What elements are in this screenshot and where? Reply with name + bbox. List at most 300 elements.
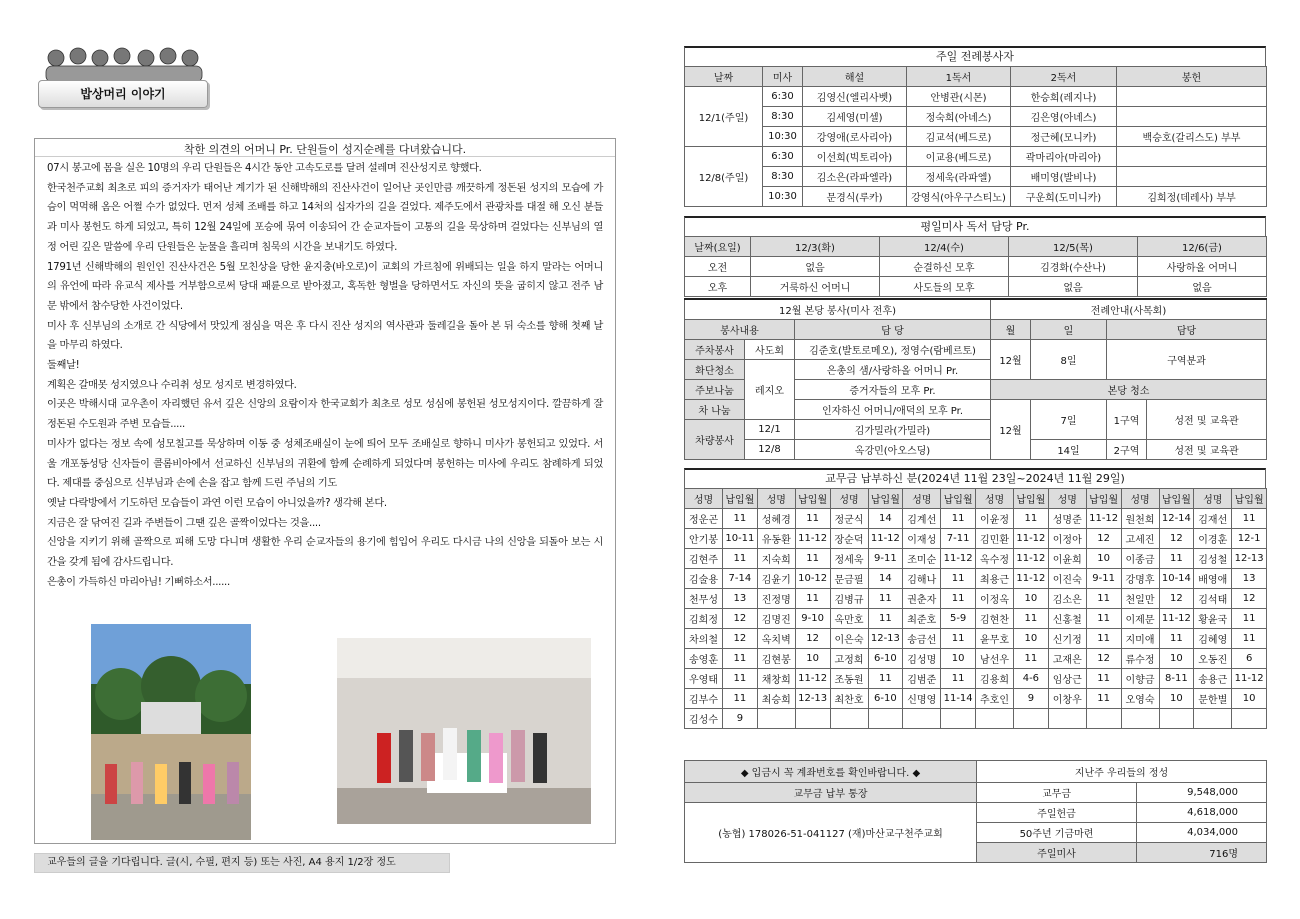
- col-header: 담 당: [795, 319, 991, 339]
- paid-month: 6-10: [868, 649, 903, 669]
- donor-name: 이창우: [1048, 689, 1086, 709]
- donor-name: 김재선: [1194, 509, 1232, 529]
- donor-name: 김성철: [1194, 549, 1232, 569]
- col-header: 성명: [685, 489, 723, 509]
- col-header: 납입월: [1159, 489, 1194, 509]
- paid-month: 12: [723, 609, 758, 629]
- dues-title: 교무금 납부하신 분(2024년 11월 23일~2024년 11월 29일): [684, 468, 1266, 488]
- col-header: 납입월: [1232, 489, 1267, 509]
- cell: 안병관(시몬): [907, 87, 1011, 107]
- donor-name: 최승희: [757, 689, 795, 709]
- donor-name: [757, 709, 795, 729]
- donor-name: 옥만호: [830, 609, 868, 629]
- donor-name: 최준호: [903, 609, 941, 629]
- paid-month: [1086, 709, 1121, 729]
- offering-value: 4,618,000: [1137, 803, 1267, 823]
- col-header: 2독서: [1011, 67, 1117, 87]
- story-paragraph: 지금은 잘 닦여진 길과 주변들이 그땐 깊은 골짝이었다는 것을....: [47, 517, 321, 529]
- table-row: [685, 187, 1267, 207]
- cell: [1117, 167, 1267, 187]
- paid-month: 14: [868, 509, 903, 529]
- account-offering-section: [684, 760, 1266, 863]
- donor-name: 이향금: [1121, 669, 1159, 689]
- cell: 2구역: [1107, 439, 1147, 459]
- service-guide-section: [684, 298, 1266, 460]
- paid-month: 11: [1014, 509, 1049, 529]
- col-header: 12/4(수): [880, 237, 1009, 257]
- cell: 곽마리아(마리아): [1011, 147, 1117, 167]
- paid-month: 10: [1232, 689, 1267, 709]
- offering-title: 지난주 우리들의 정성: [977, 761, 1267, 783]
- offering-label: 주일헌금: [977, 803, 1137, 823]
- paid-month: 10: [1014, 589, 1049, 609]
- liturgy-servers-section: [684, 46, 1266, 207]
- donor-name: 김현주: [685, 549, 723, 569]
- donor-name: 이정아: [1048, 529, 1086, 549]
- donor-name: 배영애: [1194, 569, 1232, 589]
- table-row: [685, 549, 1267, 569]
- donor-name: 장순덕: [830, 529, 868, 549]
- paid-month: 11: [795, 589, 830, 609]
- cell: 김소은(라파엘라): [803, 167, 907, 187]
- cell: 1구역: [1107, 399, 1147, 439]
- donor-name: 김용희: [976, 669, 1014, 689]
- donor-name: 김성명: [903, 649, 941, 669]
- cell: [1117, 107, 1267, 127]
- paid-month: 9-11: [868, 549, 903, 569]
- paid-month: 12: [1086, 649, 1121, 669]
- paid-month: 11: [1159, 549, 1194, 569]
- cell: 은총의 샘/사랑하올 어머니 Pr.: [795, 359, 991, 379]
- story-paragraph: 은총이 가득하신 마리아님! 기뻐하소서......: [47, 576, 230, 588]
- cell: 거룩하신 어머니: [751, 277, 880, 297]
- cell: 14일: [1031, 439, 1107, 459]
- donor-name: 권춘자: [903, 589, 941, 609]
- donor-name: 정세욱: [830, 549, 868, 569]
- donor-name: 송금선: [903, 629, 941, 649]
- paid-month: 12-13: [1232, 549, 1267, 569]
- col-header: 월: [991, 319, 1031, 339]
- liturgy-title: 주일 전례봉사자: [684, 46, 1266, 66]
- story-paragraph: 계획은 갈매못 성지였으나 수리취 성모 성지로 변경하였다.: [47, 379, 297, 391]
- donor-name: 이진숙: [1048, 569, 1086, 589]
- paid-month: 11: [723, 509, 758, 529]
- outdoor-group-photo: [91, 624, 251, 840]
- table-row: [685, 629, 1267, 649]
- paid-month: 11: [723, 689, 758, 709]
- footer-note: 교우들의 글을 기다립니다. 글(시, 수필, 편지 등) 또는 사진, A4 용지 1/2장 정도: [34, 853, 450, 873]
- paid-month: 11: [941, 589, 976, 609]
- donor-name: 조미순: [903, 549, 941, 569]
- col-header: 성명: [1194, 489, 1232, 509]
- cell: 김희정(데레사) 부부: [1117, 187, 1267, 207]
- col-header: 성명: [1048, 489, 1086, 509]
- cell: 배미영(발비나): [1011, 167, 1117, 187]
- table-row: [685, 689, 1267, 709]
- cell: 오전: [685, 257, 751, 277]
- donor-name: 조동원: [830, 669, 868, 689]
- cell: 정세욱(라파엘): [907, 167, 1011, 187]
- paid-month: 12: [1086, 529, 1121, 549]
- donor-name: 최용근: [976, 569, 1014, 589]
- donor-name: 옥치벽: [757, 629, 795, 649]
- offering-label: 50주년 기금마련: [977, 823, 1137, 843]
- offering-label: 주일미사: [977, 843, 1137, 863]
- paid-month: 10: [1014, 629, 1049, 649]
- paid-month: 11: [1086, 689, 1121, 709]
- paid-month: 11-14: [941, 689, 976, 709]
- donor-name: 김병규: [830, 589, 868, 609]
- cell: 오후: [685, 277, 751, 297]
- donor-name: 이종금: [1121, 549, 1159, 569]
- col-header: 12/3(화): [751, 237, 880, 257]
- col-header: 1독서: [907, 67, 1011, 87]
- story-paragraph: 옛날 다락방에서 기도하던 모습들이 과연 이런 모습이 아니었을까? 생각해 본다.: [47, 497, 387, 509]
- col-header: 납입월: [941, 489, 976, 509]
- row-label: 주보나눔: [685, 379, 745, 399]
- account-number: (농협) 178026-51-041127 (재)마산교구천주교회: [685, 803, 977, 863]
- paid-month: 12-14: [1159, 509, 1194, 529]
- cell: [1117, 87, 1267, 107]
- cell: 10:30: [763, 187, 803, 207]
- cell: 없음: [1138, 277, 1267, 297]
- donor-name: 천무성: [685, 589, 723, 609]
- cell: 김경화(수산나): [1009, 257, 1138, 277]
- paid-month: 12: [1232, 589, 1267, 609]
- cell: 구역분과: [1107, 339, 1267, 379]
- donor-name: 우영태: [685, 669, 723, 689]
- donor-name: 신홍철: [1048, 609, 1086, 629]
- paid-month: 11: [1014, 649, 1049, 669]
- paid-month: 10: [1159, 689, 1194, 709]
- cell: 8일: [1031, 339, 1107, 379]
- cell: 없음: [751, 257, 880, 277]
- paid-month: 7-14: [723, 569, 758, 589]
- paid-month: 12: [723, 629, 758, 649]
- paid-month: 11: [723, 669, 758, 689]
- story-paragraph: 이곳은 박해시대 교우촌이 자리했던 유서 깊은 신앙의 요람이자 한국교회가 최초로 성모 성심에 봉헌된 성모성지이다. 깔끔하게 잘 정돈된 수도원과 주변 모습들.....: [47, 399, 603, 431]
- donor-name: 옥수정: [976, 549, 1014, 569]
- cell: 10:30: [763, 127, 803, 147]
- paid-month: 10: [941, 649, 976, 669]
- donor-name: 황윤국: [1194, 609, 1232, 629]
- col-header: 납입월: [1014, 489, 1049, 509]
- paid-month: 10-12: [795, 569, 830, 589]
- cell: 사도들의 모후: [880, 277, 1009, 297]
- account-title: 교무금 납부 통장: [685, 783, 977, 803]
- paid-month: 11-12: [1014, 549, 1049, 569]
- paid-month: 11-12: [1014, 569, 1049, 589]
- cell: 레지오: [745, 359, 795, 419]
- cell: 6:30: [763, 87, 803, 107]
- row-label: 화단청소: [685, 359, 745, 379]
- service-table: [684, 298, 1267, 460]
- donor-name: 송용근: [1194, 669, 1232, 689]
- donor-name: 김윤기: [757, 569, 795, 589]
- donor-name: 최찬호: [830, 689, 868, 709]
- story-title: 착한 의견의 어머니 Pr. 단원들이 성지순례를 다녀왔습니다.: [35, 139, 615, 157]
- paid-month: 6: [1232, 649, 1267, 669]
- weekday-table: [684, 236, 1267, 297]
- donor-name: 지미애: [1121, 629, 1159, 649]
- donor-name: 고정희: [830, 649, 868, 669]
- weekday-mass-section: [684, 216, 1266, 297]
- paid-month: 12: [1159, 589, 1194, 609]
- donor-name: 김부수: [685, 689, 723, 709]
- cell: 한승희(레지나): [1011, 87, 1117, 107]
- donor-name: [1121, 709, 1159, 729]
- cell: 12월: [991, 399, 1031, 459]
- paid-month: 11-12: [1086, 509, 1121, 529]
- paid-month: 12: [795, 629, 830, 649]
- col-header: 미사: [763, 67, 803, 87]
- donor-name: 오영숙: [1121, 689, 1159, 709]
- paid-month: 10: [1086, 549, 1121, 569]
- liturgy-table: [684, 66, 1267, 207]
- service-title: 12월 본당 봉사(미사 전후): [685, 299, 991, 319]
- donor-name: 김술용: [685, 569, 723, 589]
- cell: 옥강민(아오스딩): [795, 439, 991, 459]
- donor-name: 고세진: [1121, 529, 1159, 549]
- table-row: [685, 669, 1267, 689]
- paid-month: 12-1: [1232, 529, 1267, 549]
- paid-month: 12-13: [868, 629, 903, 649]
- col-header: 담당: [1107, 319, 1267, 339]
- paid-month: 11: [1232, 629, 1267, 649]
- weekday-title: 평일미사 독서 담당 Pr.: [684, 216, 1266, 236]
- donor-name: 김희정: [685, 609, 723, 629]
- donor-name: 김혜영: [1194, 629, 1232, 649]
- cell: 없음: [1009, 277, 1138, 297]
- cell: 8:30: [763, 107, 803, 127]
- table-row: [685, 257, 1267, 277]
- paid-month: 11: [723, 649, 758, 669]
- donor-name: 김범준: [903, 669, 941, 689]
- dues-section: [684, 468, 1266, 729]
- cell: 강영애(로사리아): [803, 127, 907, 147]
- donor-name: 김현찬: [976, 609, 1014, 629]
- paid-month: 11: [868, 589, 903, 609]
- donor-name: [830, 709, 868, 729]
- paid-month: 10: [795, 649, 830, 669]
- cell: 7일: [1031, 399, 1107, 439]
- cell: 김영신(엘리사벳): [803, 87, 907, 107]
- cell: 사랑하올 어머니: [1138, 257, 1267, 277]
- table-row: [685, 439, 1267, 459]
- paid-month: 11: [1232, 609, 1267, 629]
- cell: 김준호(발토로메오), 정영수(람베르토): [795, 339, 991, 359]
- donor-name: 지숙희: [757, 549, 795, 569]
- donor-name: 이경훈: [1194, 529, 1232, 549]
- paid-month: 11: [1086, 669, 1121, 689]
- table-row: [685, 147, 1267, 167]
- cell: 성전 및 교육관: [1147, 399, 1267, 439]
- paid-month: 9-10: [795, 609, 830, 629]
- paid-month: 14: [868, 569, 903, 589]
- cell: 강영식(아우구스티노): [907, 187, 1011, 207]
- cell: 백승호(갈리스도) 부부: [1117, 127, 1267, 147]
- cell: 12/1: [745, 419, 795, 439]
- table-row: [685, 277, 1267, 297]
- paid-month: [868, 709, 903, 729]
- paid-month: 7-11: [941, 529, 976, 549]
- col-header: 해설: [803, 67, 907, 87]
- paid-month: 11: [795, 509, 830, 529]
- date-cell: 12/1(주일): [685, 87, 763, 147]
- cell: [1117, 147, 1267, 167]
- table-row: [685, 127, 1267, 147]
- col-header: 봉사내용: [685, 319, 795, 339]
- paid-month: 13: [1232, 569, 1267, 589]
- donor-name: 이윤희: [1048, 549, 1086, 569]
- section-label: 밥상머리 이야기: [38, 80, 208, 108]
- donor-name: 원천희: [1121, 509, 1159, 529]
- donor-name: 진정명: [757, 589, 795, 609]
- donor-name: 이재성: [903, 529, 941, 549]
- col-header: 성명: [903, 489, 941, 509]
- story-paragraph: 한국천주교회 최초로 피의 증거자가 태어난 계기가 된 신해박해의 진산사건이 일어난 곳인만큼 깨끗하게 정돈된 성지의 모습에 가슴이 먹먹해 옴은 어쩔 수가 없었다. 먼저 성체 조배를 하고 14처의 십자가의 길을 걸었다. 제주도에서 관광차를 대절 해 오신 분들과 미사 봉헌도 하게 되었고, 특히 12월 24일에 포승에 묶여 이송되어 간 순교자들이 고통의 길을 묵상하며 걸었다는 신부님의 열정 어린 깊은 말씀에 우리 단원들은 눈물을 흘리며 침묵의 시간을 보내기도 하였다.: [47, 182, 603, 253]
- donor-name: 성명준: [1048, 509, 1086, 529]
- paid-month: 12: [1159, 529, 1194, 549]
- cell: 김세영(미셀): [803, 107, 907, 127]
- paid-month: 11: [1014, 609, 1049, 629]
- table-row: [685, 87, 1267, 107]
- story-paragraph: 1791년 신해박해의 원인인 진산사건은 5월 모친상을 당한 윤지충(바오로)이 교회의 가르침에 위배되는 일을 하지 말라는 어머니의 유언에 따라 유교식 제사를 거부함으로써 당대 패륜으로 받아졌고, 혹독한 형벌을 당하면서도 자신의 뜻을 굽히지 않고 전주 남문 밖에서 참수당한 사건이었다.: [47, 261, 603, 312]
- table-row: [685, 529, 1267, 549]
- offering-label: 교무금: [977, 783, 1137, 803]
- paid-month: 11-12: [795, 669, 830, 689]
- cell: 순결하신 모후: [880, 257, 1009, 277]
- donor-name: [1194, 709, 1232, 729]
- cell: 12월: [991, 339, 1031, 379]
- donor-name: 차의철: [685, 629, 723, 649]
- table-row: [685, 589, 1267, 609]
- table-row: [685, 649, 1267, 669]
- cell: 8:30: [763, 167, 803, 187]
- paid-month: 11: [1232, 509, 1267, 529]
- donor-name: 이은숙: [830, 629, 868, 649]
- cell: 이교용(베드로): [907, 147, 1011, 167]
- paid-month: 9: [723, 709, 758, 729]
- story-paragraph: 신앙을 지키기 위해 골짝으로 피해 도망 다니며 생활한 우리 순교자들의 용기에 힘입어 우리도 다시금 나의 신앙을 되돌아 보는 시간을 갖게 됨에 감사드립니다.: [47, 537, 603, 569]
- paid-month: [795, 709, 830, 729]
- table-row: [685, 167, 1267, 187]
- col-header: 봉헌: [1117, 67, 1267, 87]
- paid-month: 11: [941, 509, 976, 529]
- donor-name: 정운곤: [685, 509, 723, 529]
- paid-month: 11: [1086, 589, 1121, 609]
- paid-month: 11: [1159, 629, 1194, 649]
- table-row: [685, 709, 1267, 729]
- col-header: 일: [1031, 319, 1107, 339]
- cell: 인자하신 어머니/애덕의 모후 Pr.: [795, 399, 991, 419]
- paid-month: 13: [723, 589, 758, 609]
- donor-name: 김현봉: [757, 649, 795, 669]
- paid-month: 11-12: [941, 549, 976, 569]
- offering-value: 9,548,000: [1137, 783, 1267, 803]
- donor-name: 채창희: [757, 669, 795, 689]
- donor-name: 안기봉: [685, 529, 723, 549]
- cell: 사도회: [745, 339, 795, 359]
- donor-name: [1048, 709, 1086, 729]
- guide-title: 전례안내(사목회): [991, 299, 1267, 319]
- row-label: 차 나눔: [685, 399, 745, 419]
- donor-name: 문금필: [830, 569, 868, 589]
- col-header: 납입월: [868, 489, 903, 509]
- paid-month: 11-12: [1159, 609, 1194, 629]
- row-label: 주차봉사: [685, 339, 745, 359]
- paid-month: 10-14: [1159, 569, 1194, 589]
- account-table: [684, 760, 1267, 863]
- paid-month: 11: [868, 669, 903, 689]
- donor-name: 김성수: [685, 709, 723, 729]
- paid-month: 6-10: [868, 689, 903, 709]
- paid-month: 9: [1014, 689, 1049, 709]
- donor-name: 강명후: [1121, 569, 1159, 589]
- cell: 김가밀라(가밀라): [795, 419, 991, 439]
- col-header: 12/5(목): [1009, 237, 1138, 257]
- donor-name: [903, 709, 941, 729]
- col-header: 성명: [757, 489, 795, 509]
- donor-name: 고재은: [1048, 649, 1086, 669]
- paid-month: 8-11: [1159, 669, 1194, 689]
- paid-month: 11-12: [868, 529, 903, 549]
- donor-name: 유동환: [757, 529, 795, 549]
- col-header: 납입월: [723, 489, 758, 509]
- donor-name: 신명영: [903, 689, 941, 709]
- col-header: 12/6(금): [1138, 237, 1267, 257]
- donor-name: 김민환: [976, 529, 1014, 549]
- col-header: 성명: [976, 489, 1014, 509]
- donor-name: 이윤정: [976, 509, 1014, 529]
- offering-value: 4,034,000: [1137, 823, 1267, 843]
- donor-name: 정군식: [830, 509, 868, 529]
- cell: 6:30: [763, 147, 803, 167]
- cell: 증거자들의 모후 Pr.: [795, 379, 991, 399]
- table-row: [685, 609, 1267, 629]
- paid-month: [1159, 709, 1194, 729]
- paid-month: 11-12: [1232, 669, 1267, 689]
- date-cell: 12/8(주일): [685, 147, 763, 207]
- donor-name: 이정옥: [976, 589, 1014, 609]
- paid-month: 5-9: [941, 609, 976, 629]
- donor-name: 문한별: [1194, 689, 1232, 709]
- paid-month: [1232, 709, 1267, 729]
- donor-name: 성혜경: [757, 509, 795, 529]
- clean-title: 본당 청소: [991, 379, 1267, 399]
- cell: 구운희(도미니카): [1011, 187, 1117, 207]
- donor-name: 김소은: [1048, 589, 1086, 609]
- account-notice: ◆ 입금시 꼭 계좌번호를 확인바랍니다. ◆: [685, 761, 977, 783]
- paid-month: 11-12: [1014, 529, 1049, 549]
- donor-name: 김해나: [903, 569, 941, 589]
- col-header: 날짜: [685, 67, 763, 87]
- table-row: [685, 509, 1267, 529]
- table-row: [685, 107, 1267, 127]
- paid-month: 10-11: [723, 529, 758, 549]
- donor-name: 류수정: [1121, 649, 1159, 669]
- donor-name: 임상근: [1048, 669, 1086, 689]
- story-paragraph: 미사 후 신부님의 소개로 간 식당에서 맛있게 점심을 먹은 후 다시 진산 성지의 역사관과 둘레길을 돌아 본 뒤 숙소를 향해 첫째 날을 마무리 하였다.: [47, 320, 603, 352]
- paid-month: 11: [941, 669, 976, 689]
- donor-name: 윤무호: [976, 629, 1014, 649]
- col-header: 성명: [830, 489, 868, 509]
- donor-name: 신기정: [1048, 629, 1086, 649]
- offering-value: 716명: [1137, 843, 1267, 863]
- col-header: 성명: [1121, 489, 1159, 509]
- story-paragraph: 07시 봉고에 몸을 실은 10명의 우리 단원들은 4시간 동안 고속도로를 달려 설레며 진산성지로 향했다.: [47, 163, 482, 174]
- donor-name: 추호인: [976, 689, 1014, 709]
